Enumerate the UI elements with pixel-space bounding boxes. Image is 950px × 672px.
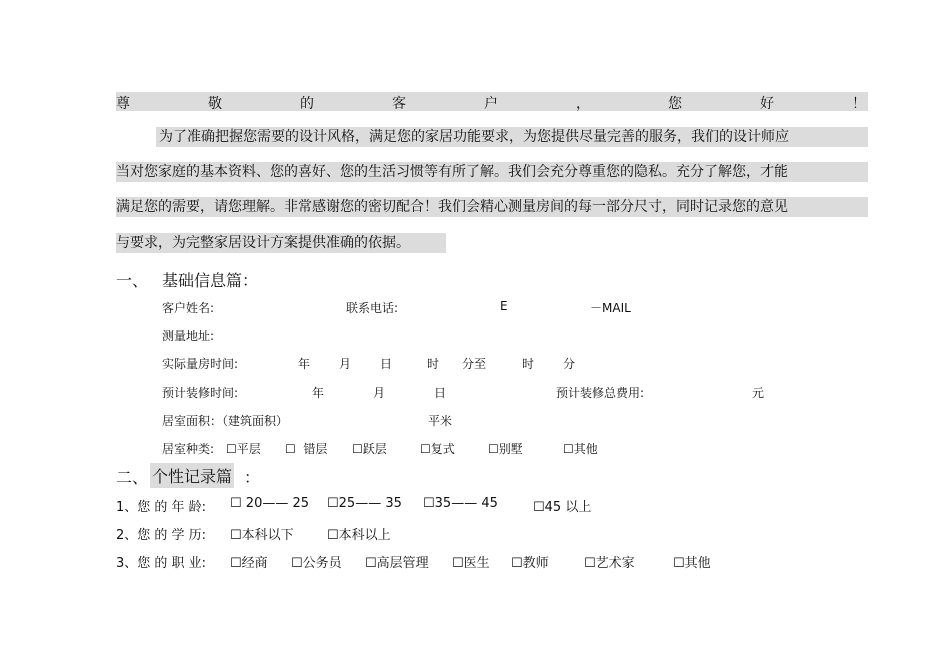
renovation-unit: 日 bbox=[434, 386, 447, 400]
checkbox-icon[interactable] bbox=[327, 496, 339, 511]
checkbox-icon[interactable] bbox=[511, 556, 523, 571]
checkbox-icon[interactable] bbox=[423, 496, 435, 511]
checkbox-icon[interactable] bbox=[291, 556, 303, 571]
checkbox-icon[interactable] bbox=[673, 556, 685, 571]
renovation-unit: 年 bbox=[312, 386, 325, 400]
occupation-option[interactable]: ☐ 经商 bbox=[230, 552, 268, 571]
area-label: 居室面积：（建筑面积） bbox=[162, 414, 289, 428]
occupation-option[interactable]: ☐ 教师 bbox=[511, 552, 549, 571]
room-type-option[interactable]: ☐ 跃层 bbox=[352, 440, 387, 457]
checkbox-icon[interactable] bbox=[285, 442, 296, 456]
section2-title: 个性记录篇 bbox=[150, 463, 234, 488]
email-label-mail: －MAIL bbox=[590, 301, 631, 315]
renovation-time-label: 预计装修时间: bbox=[162, 386, 239, 400]
intro-line-2: 当对您家庭的基本资料、您的喜好、您的生活习惯等有所了解。我们会充分尊重您的隐私。充分了解您，才能 bbox=[116, 164, 788, 180]
checkbox-icon[interactable] bbox=[230, 528, 242, 543]
measure-unit: 时 bbox=[427, 357, 440, 371]
greeting-char: 好 bbox=[760, 96, 774, 112]
checkbox-icon[interactable] bbox=[488, 442, 499, 456]
measure-unit: 月 bbox=[339, 357, 352, 371]
greeting-char: 您 bbox=[668, 96, 682, 112]
occupation-option[interactable]: ☐ 艺术家 bbox=[584, 552, 635, 571]
section1-title: 基础信息篇： bbox=[162, 271, 259, 290]
education-question-label: 2、您 的 学 历: bbox=[116, 528, 207, 543]
measure-unit: 日 bbox=[380, 357, 393, 371]
greeting-char: 尊 bbox=[116, 96, 130, 112]
email-label-e: E bbox=[500, 299, 508, 313]
checkbox-icon[interactable] bbox=[226, 442, 237, 456]
measure-unit: 分至 bbox=[462, 357, 487, 371]
checkbox-icon[interactable] bbox=[230, 556, 242, 571]
room-type-option[interactable]: ☐ 错层 bbox=[285, 440, 327, 457]
age-question-label: 1、您 的 年 龄: bbox=[116, 500, 207, 515]
checkbox-icon[interactable] bbox=[352, 442, 363, 456]
greeting-char: 客 bbox=[392, 96, 406, 112]
education-option[interactable]: ☐ 本科以上 bbox=[327, 524, 391, 543]
greeting-char: 的 bbox=[300, 96, 314, 112]
education-option[interactable]: ☐ 本科以下 bbox=[230, 524, 294, 543]
checkbox-icon[interactable] bbox=[365, 556, 377, 571]
checkbox-icon[interactable] bbox=[533, 500, 545, 515]
phone-label: 联系电话: bbox=[346, 301, 399, 315]
occupation-option[interactable]: ☐ 高层管理 bbox=[365, 552, 429, 571]
room-type-option[interactable]: ☐ 其他 bbox=[563, 440, 598, 457]
budget-label: 预计装修总费用: bbox=[556, 386, 645, 400]
age-option[interactable]: ☐ 45 以上 bbox=[533, 496, 591, 515]
renovation-unit: 月 bbox=[373, 386, 386, 400]
checkbox-icon[interactable] bbox=[452, 556, 464, 571]
section2-colon: ： bbox=[244, 468, 261, 487]
checkbox-icon[interactable] bbox=[563, 442, 574, 456]
customer-name-label: 客户姓名: bbox=[162, 301, 215, 315]
intro-line-3: 满足您的需要，请您理解。非常感谢您的密切配合！我们会精心测量房间的每一部分尺寸，同时记录您的意见 bbox=[116, 199, 788, 215]
checkbox-icon[interactable] bbox=[230, 496, 242, 511]
intro-line-1: 为了准确把握您需要的设计风格，满足您的家居功能要求，为您提供尽量完善的服务，我们的设计师应 bbox=[159, 129, 789, 145]
age-option[interactable]: ☐ 25—— 35 bbox=[327, 496, 402, 511]
section2-number: 二、 bbox=[116, 468, 149, 487]
occupation-question-label: 3、您 的 职 业: bbox=[116, 556, 207, 571]
occupation-option[interactable]: ☐ 医生 bbox=[452, 552, 490, 571]
age-option[interactable]: ☐ 35—— 45 bbox=[423, 496, 498, 511]
address-label: 测量地址: bbox=[162, 329, 215, 343]
occupation-option[interactable]: ☐ 公务员 bbox=[291, 552, 342, 571]
room-type-option[interactable]: ☐ 平层 bbox=[226, 440, 261, 457]
measure-unit: 分 bbox=[563, 357, 576, 371]
measure-unit: 年 bbox=[298, 357, 311, 371]
greeting-char: 户 bbox=[484, 96, 498, 112]
greeting-char: ， bbox=[576, 96, 590, 112]
section1-number: 一、 bbox=[116, 271, 149, 290]
measure-time-label: 实际量房时间: bbox=[162, 357, 239, 371]
room-type-label: 居室种类: bbox=[162, 442, 215, 456]
age-option[interactable]: ☐ 20—— 25 bbox=[230, 496, 309, 511]
room-type-option[interactable]: ☐ 别墅 bbox=[488, 440, 523, 457]
area-unit: 平米 bbox=[428, 414, 453, 428]
checkbox-icon[interactable] bbox=[420, 442, 431, 456]
greeting-char: 敬 bbox=[208, 96, 222, 112]
budget-unit: 元 bbox=[752, 386, 765, 400]
measure-unit: 时 bbox=[522, 357, 535, 371]
greeting-char: ！ bbox=[852, 96, 866, 112]
checkbox-icon[interactable] bbox=[584, 556, 596, 571]
checkbox-icon[interactable] bbox=[327, 528, 339, 543]
intro-line-4: 与要求，为完整家居设计方案提供准确的依据。 bbox=[116, 235, 410, 251]
room-type-option[interactable]: ☐ 复式 bbox=[420, 440, 455, 457]
occupation-option[interactable]: ☐ 其他 bbox=[673, 552, 711, 571]
